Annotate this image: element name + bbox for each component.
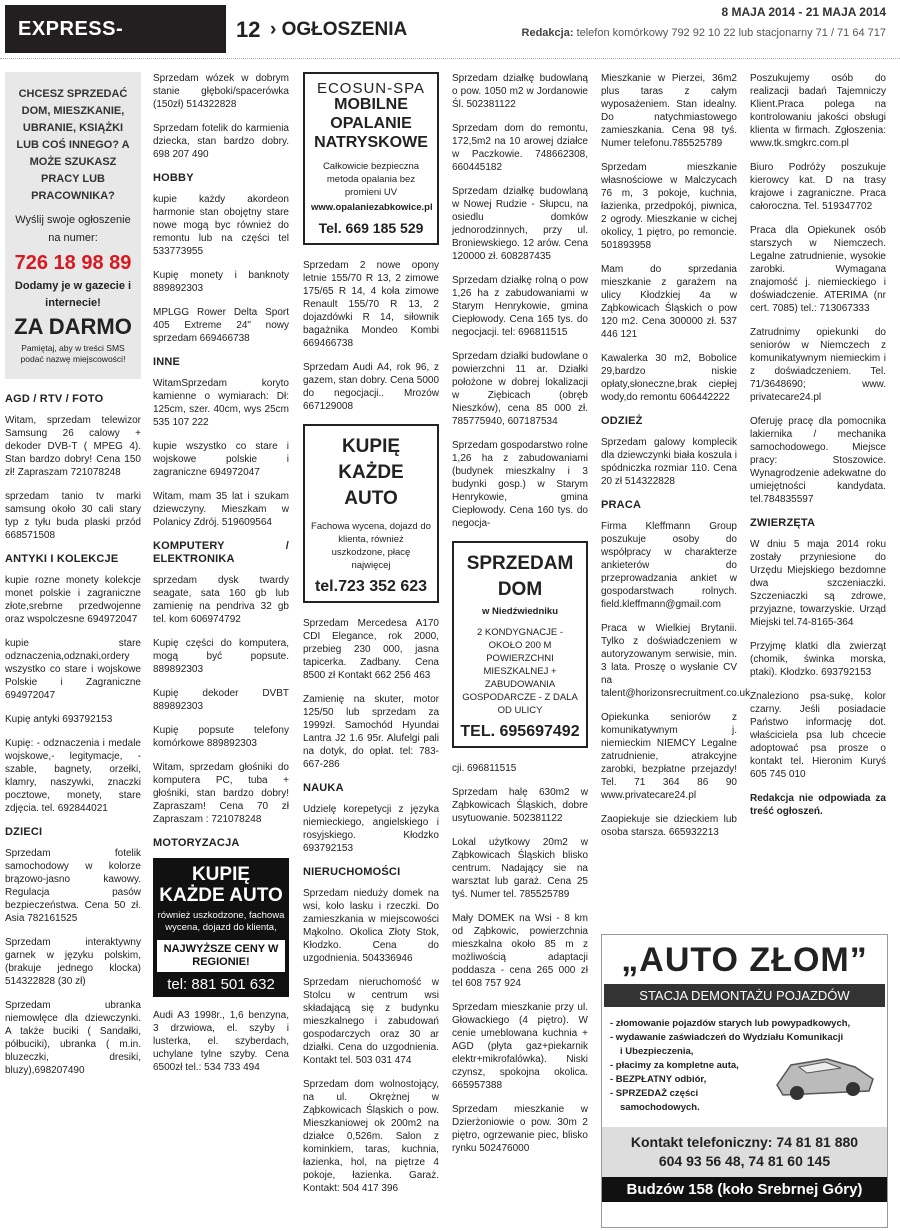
classified-ad: Opiekunka seniorów z komunikatywnym j. niemieckim NIEMCY Legalne zatrudnienie, atrakcyjne zarobki, bezpłatne przejazdy! Tel. 71 364 86 90 www.privatecare24.pl <box>601 712 737 801</box>
auto-zlom-phone-1[interactable]: Kontakt telefoniczny: 74 81 81 880 <box>630 1134 859 1150</box>
column-6 <box>750 72 886 829</box>
classified-ad: Sprzedam galowy komplecik dla dziewczynki biała koszula i spódniczka rozmiar 110. Cena 20 zł 514322828 <box>601 437 737 487</box>
classified-ad: Lokal użytkowy 20m2 w Ząbkowicach Śląskich blisko centrum. Nadający sie na warsztat lub garaż. Cena 25 tyś. Numer tel. 785525789 <box>452 837 588 900</box>
classified-ad: Sprzedam gospodarstwo rolne 1,26 ha z zabudowaniami (budynek mieszkalny i 3 budynki gosp.) w Starym Henrykowie, gmina Ciepłowody. Cena 160 tys. do negocja- <box>452 440 588 529</box>
column-2 <box>153 72 289 1085</box>
ecosun-title: MOBILNE OPALANIE NATRYSKOWE <box>314 96 428 151</box>
auto-zlom-address: Budzów 158 (koło Srebrnej Góry) <box>602 1177 887 1202</box>
classified-ad: Firma Kleffmann Group poszukuje osoby do współpracy w charakterze ankieterów do przeprowadzania ankiet w gospodarstwach rolnych. field.kleffmann@gmail.com <box>601 521 737 610</box>
classified-ad: W dniu 5 maja 2014 roku zostały przyniesione do Urzędu Miejskiego bezdomne dwa szczeniaczki. Szczeniaczki są zdrowe, przyjazne, towarzyskie. Urząd Miejski tel.74-8165-364 <box>750 539 886 628</box>
classified-ad: cji. 696811515 <box>452 763 517 774</box>
classified-ad: Kupię monety i banknoty 889892303 <box>153 270 289 294</box>
category-heading: ZWIERZĘTA <box>750 517 816 529</box>
service-item: i Ubezpieczenia, <box>620 1046 694 1057</box>
classified-ad: Kupię dekoder DVBT 889892303 <box>153 688 289 712</box>
buy-car-text: również uszkodzone, fachowa wycena, dojazd do klienta, <box>157 910 285 933</box>
sell-house-ad <box>452 541 588 748</box>
sell-house-phone[interactable]: TEL. 695697492 <box>460 723 580 740</box>
page-header <box>0 0 900 62</box>
classified-ad: Sprzedam mieszkanie przy ul. Głowackiego (4 piętro). W cenie umeblowana kuchnia + AGD (płyta gaz+piekarnik elektr+mikrofalówka). Niski czynsz, spokojna okolica. 665957388 <box>452 1002 588 1091</box>
classified-ad: Kupię antyki 693792153 <box>5 714 113 725</box>
classified-ad: Sprzedam mieszkanie własnościowe w Malczycach 76 m, 3 pokoje, kuchnia, łazienka, przedpokój, piwnica, 2 ogrody. Mieszkanie w cichej okolicy, 1 piętro, po remoncie. 501893958 <box>601 162 737 251</box>
service-item: - płacimy za kompletne auta, <box>610 1060 739 1071</box>
column-3 <box>303 72 439 1206</box>
contact-text: telefon komórkowy 792 92 10 22 lub stacjonarny 71 / 71 64 717 <box>576 27 886 39</box>
buy-any-car-title: KUPIĘ KAŻDE AUTO <box>338 436 404 509</box>
classified-ad: Oferuję pracę dla pomocnika lakiernika / mechanika samochodowego. Miejsce pracy: Stoszowice. Wynagrodzenie adekwatne do umiejętności kandydata. tel.784835597 <box>750 416 886 505</box>
classified-ad: kupie każdy akordeon harmonie stan obojętny stare nowe mogą byc również do remontu lub na części tel 533773955 <box>153 194 289 257</box>
ecosun-ad <box>303 72 439 245</box>
classified-ad: Sprzedam Audi A4, rok 96, z gazem, stan dobry. Cena 5000 do negocjacji.. Mrozów 667129008 <box>303 362 440 412</box>
classified-ad: kupie wszystko co stare i wojskowe polskie i zagraniczne 694972047 <box>153 441 289 478</box>
service-item: - SPRZEDAŻ części <box>610 1088 699 1099</box>
brand-logo[interactable]: EXPRESS- <box>5 5 226 53</box>
header-divider <box>0 58 900 59</box>
classified-ad: Mam do sprzedania mieszkanie z garażem na ulicy Kłodzkiej 4a w Ząbkowicach Śląskich o pow 120 m2. Cena 300000 zł. 537 446 121 <box>601 264 737 340</box>
page-number: 12 <box>236 17 261 42</box>
sms-promo-box <box>5 72 141 379</box>
classified-ad: Sprzedam interaktywny garnek w języku polskim,(brakuje jednego klocka) 514322828 (30 zł) <box>5 937 141 987</box>
classified-ad: Sprzedam mieszkanie w Dzierżoniowie o pow. 30m 2 piętro, ogrzewanie piec, blisko rynku 502476000 <box>452 1104 588 1154</box>
promo-add: Dodamy je w gazecie i internecie! <box>14 280 132 309</box>
column-4 <box>452 72 588 1166</box>
promo-number[interactable]: 726 18 98 89 <box>14 252 132 274</box>
service-item: samochodowych. <box>620 1102 700 1113</box>
classified-ad: Sprzedam nieruchomość w Stolcu w centrum wsi składającą się z budynku mieszkalnego i zabudowań gospodarczych oraz 30 ar działki. Cena do uzgodnienia. Kontakt tel. 503 031 474 <box>303 977 439 1066</box>
classified-ad: Sprzedam działki budowlane o powierzchni 11 ar. Działki położone w dobrej lokalizacji w Ziębicach (obręb Nieszków), cena 85 000 zł. 785775940, 607187534 <box>452 351 588 427</box>
column-5 <box>601 72 751 850</box>
promo-send: Wyślij swoje ogłoszenie na numer: <box>15 214 131 244</box>
classified-ad: sprzedam tanio tv marki samsung około 30 cali stary typ z tyłu buda plaski przód 668571508 <box>5 491 141 541</box>
wrecked-car-icon <box>769 1043 879 1103</box>
service-item: - złomowanie pojazdów starych lub powypadkowych, <box>610 1018 851 1029</box>
classified-ad: sprzedam dysk twardy seagate, sata 160 gb lub zamienię na pendriva 32 gb tel. kom 606974792 <box>153 575 289 625</box>
promo-free: ZA DARMO <box>14 314 132 339</box>
classified-ad: Znaleziono psa-sukę, kolor czarny. Jeśli posiadacie Państwo informację dot. właściciela psa lub chcecie adoptować psa prosze o kontakt tel. Hieronim Kuryś 605 745 010 <box>750 691 886 780</box>
classified-ad: Kawalerka 30 m2, Bobolice 29,bardzo niskie opłaty,słoneczne,brak ciepłej wody,do remontu 606442222 <box>601 353 737 403</box>
classified-ad: WitamSprzedam koryto kamienne o wymiarach: Dł: 125cm, szer. 40cm, wys 25cm 535 107 222 <box>153 378 289 428</box>
category-heading: ANTYKI I KOLEKCJE <box>5 553 119 565</box>
classified-ad: Sprzedam 2 nowe opony letnie 155/70 R 13, 2 zimowe 175/65 R 14, 4 koła zimowe Renault 155/70 R 13, 2 dojazdówki R 14, siłownik bagażnika Mondeo Kombi 669466738 <box>303 260 439 349</box>
contact-label: Redakcja: <box>521 27 574 39</box>
buy-car-title: KUPIĘ KAŻDE AUTO <box>159 864 283 906</box>
classified-ad: Kupię: - odznaczenia i medale wojskowe,- legitymacje, - szable, bagnety, orzełki, klamry, naszywki, znaczki pocztowe, monety, stare zdjęcia. tel. 692844021 <box>5 738 141 814</box>
auto-zlom-ad <box>601 934 888 1228</box>
buy-any-car-ad <box>303 424 439 603</box>
column-1 <box>5 72 141 1088</box>
classified-ad: Witam, sprzedam głośniki do komputera PC, tuba + głośniki, stan bardzo dobry! Zapraszam! Cena 70 zł Zapraszam : 721078248 <box>153 762 289 825</box>
promo-note: Pamiętaj, aby w treści SMS podać nazwę miejscowości! <box>20 343 126 364</box>
category-heading: PRACA <box>601 499 642 511</box>
classified-ad: kupie rozne monety kolekcje monet polskie i zagraniczne złote,srebrne przedwojenne oraz wspolczesne 694972047 <box>5 575 141 625</box>
buy-car-prices: NAJWYŻSZE CENY W REGIONIE! <box>157 940 285 972</box>
sell-house-location: w Niedźwiedniku <box>481 606 558 617</box>
classified-ad: Sprzedam ubranka niemowlęce dla dziewczynki. A także buciki ( Sandałki, półbuciki), ubranka ( m.in. bluzeczki, dresiki, bluzy),698207490 <box>5 1000 141 1076</box>
editorial-disclaimer: Redakcja nie odpowiada za treść ogłoszeń. <box>750 793 886 817</box>
service-item: - wydawanie zaświadczeń do Wydziału Komunikacji <box>610 1032 844 1043</box>
auto-zlom-subtitle: STACJA DEMONTAŻU POJAZDÓW <box>604 984 885 1007</box>
service-item: - BEZPŁATNY odbiór, <box>610 1074 707 1085</box>
buy-any-car-text: Fachowa wycena, dojazd do klienta, również uszkodzone, płacę najwięcej <box>311 521 431 571</box>
category-heading: HOBBY <box>153 172 194 184</box>
category-heading: NAUKA <box>303 782 344 794</box>
classified-ad: Sprzedam dom do remontu, 172,5m2 na 10 arowej działce w Paczkowie. 748662308, 660445182 <box>452 123 588 173</box>
classified-ad: Przyjmę klatki dla zwierząt (chomik, świnka morska, ptaki). Kłodzko. 693792153 <box>750 641 886 678</box>
classified-ad: Witam, mam 35 lat i szukam dziewczyny. Mieszkam w Polanicy Zdrój. 519609564 <box>153 491 289 528</box>
sell-house-text: 2 KONDYGNACJE - OKOŁO 200 M POWIERZCHNI MIESZKALNEJ + ZABUDOWANIA GOSPODARCZE - Z DALA OD ULICY <box>462 627 578 716</box>
category-heading: AGD / RTV / FOTO <box>5 393 104 405</box>
classified-ad: Sprzedam działkę budowlaną o pow. 1050 m2 w Jordanowie Śl. 502381122 <box>452 73 588 110</box>
ecosun-text: Całkowicie bezpieczna metoda opalania bez promieni UV <box>322 161 420 198</box>
ecosun-name: ECOSUN-SPA <box>316 80 426 97</box>
classified-ad: Sprzedam działkę budowlaną w Nowej Rudzie - Słupcu, na osiedlu domków jednorodzinnych, przy ul. Broniewskiego. 12 arów. Cena 120000 zł. 608287435 <box>452 186 588 262</box>
auto-zlom-contact <box>602 1127 887 1177</box>
sell-house-title: SPRZEDAM DOM <box>466 553 574 600</box>
category-heading: NIERUCHOMOŚCI <box>303 866 401 878</box>
classified-ad: Sprzedam fotelik do karmienia dziecka, stan bardzo dobry. 698 207 490 <box>153 123 289 160</box>
category-heading: KOMPUTERY / ELEKTRONIKA <box>153 540 289 565</box>
classified-ad: Kupię popsute telefony komórkowe 889892303 <box>153 725 289 749</box>
classified-ad: Mieszkanie w Pierzei, 36m2 plus taras z całym wyposażeniem. Stan idealny. Do natychmiastowego zamieszkania. Cena 98 tyś. Numer telefonu.785525789 <box>601 73 737 149</box>
issue-date: 8 MAJA 2014 - 21 MAJA 2014 <box>721 5 886 19</box>
classified-ad: Udzielę korepetycji z języka niemieckiego, angielskiego i rosyjskiego. Kłodzko 693792153 <box>303 804 439 854</box>
buy-car-ad <box>153 858 289 997</box>
classified-ad: Sprzedam fotelik samochodowy w kolorze brązowo-jasno kawowy. Regulacja pasów bezpieczeństwa. Cena 50 zł. Asia 782161525 <box>5 848 141 924</box>
classified-ad: Praca w Wielkiej Brytanii. Tylko z doświadczeniem w autoryzowanym serwisie, min. 3 lata. Proszę o wysłanie CV na talent@horizonsrecruitment.co.uk <box>601 623 751 699</box>
category-heading: INNE <box>153 356 181 368</box>
classified-ad: Sprzedam halę 630m2 w Ząbkowicach Śląskich, dobre usytuowanie. 502381122 <box>452 787 588 824</box>
classified-ad: Sprzedam działkę rolną o pow 1,26 ha z zabudowaniami w Starym Henrykowie, gmina Ciepłowody. Cena 165 tys. do negocjacji. tel: 696811515 <box>452 275 588 338</box>
ecosun-url[interactable]: www.opalaniezabkowice.pl <box>311 202 433 213</box>
auto-zlom-phone-2[interactable]: 604 93 56 48, 74 81 60 145 <box>658 1153 831 1169</box>
classified-ad: kupie stare odznaczenia,odznaki,ordery wszystko co stare i wojskowe Polskie i Zagraniczne 694972047 <box>5 638 141 701</box>
buy-car-phone[interactable]: tel: 881 501 632 <box>167 976 275 993</box>
classified-ad: MPLGG Rower Delta Sport 405 Extreme 24" nowy sprzedam 669466738 <box>153 307 289 344</box>
classified-ad: Zamienię na skuter, motor 125/50 lub sprzedam za 1999zł. Samochód Hyundai Lantra J2 1.6 95r. Alufelgi pali na dotyk, do opłat. tel: 783-667-286 <box>303 694 439 770</box>
classified-ad: Poszukujemy osób do realizacji badań Tajemniczy Klient.Praca polega na kontrolowaniu jakości obsługi klienta w firmach. Zgłoszenia: www.tk.smgkrc.com.pl <box>750 73 886 149</box>
editorial-contact <box>522 27 886 39</box>
classified-ad: Biuro Podróży poszukuje kierowcy kat. D na trasy krajowe i zagraniczne. Praca całoroczna. Tel. 519347702 <box>750 162 886 212</box>
category-heading: ODZIEŻ <box>601 415 643 427</box>
classified-ad: Audi A3 1998r., 1,6 benzyna, 3 drzwiowa, el. szyby i lusterka, el. szyberdach, uchylane tylne szyby. Cena 6500zł tel.: 534 733 494 <box>153 1010 289 1073</box>
classified-ad: Kupię części do komputera, mogą być popsute. 889892303 <box>153 638 289 675</box>
classified-ad: Sprzedam Mercedesa A170 CDI Elegance, rok 2000, przebieg 230 000, jasna tapicerka. Zadbany. Cena 8500 zł Kontakt 662 256 463 <box>303 618 439 681</box>
section-title: › OGŁOSZENIA <box>270 19 408 40</box>
classified-ad: Praca dla Opiekunek osób starszych w Niemczech. Legalne zatrudnienie, wysokie zarobki. Wymagana znajomość j. niemieckiego i doświadczenie. ATERIMA (nr cert. 7085) tel.: 713067333 <box>750 225 886 314</box>
category-heading: DZIECI <box>5 826 43 838</box>
auto-zlom-title: „AUTO ZŁOM” <box>621 941 868 979</box>
buy-any-car-phone[interactable]: tel.723 352 623 <box>314 578 428 595</box>
promo-question: CHCESZ SPRZEDAĆ DOM, MIESZKANIE, UBRANIE, KSIĄŻKI LUB COŚ INNEGO? A MOŻE SZUKASZ PRACY LUB PRACOWNIKA? <box>16 88 130 202</box>
classified-ad: Zaopiekuje sie dzieckiem lub osoba starsza. 665932213 <box>601 814 737 838</box>
classified-ad: Witam, sprzedam telewizor Samsung 26 calowy + dekoder DVB-T ( MPEG 4). Stan bardzo dobry! Cena 150 zł! Zapraszam 721078248 <box>5 415 141 478</box>
classified-ad: Sprzedam dom wolnostojący, na ul. Okrężnej w Ząbkowicach Śląskich o pow. Mieszkaniowej ok 200m2 na działce 0,526m. Salon z kominkiem, taras, kuchnia, łazienka, hol, na piętrze 4 pokoje, łazienka. Garaż. Kontakt: 504 417 396 <box>303 1079 439 1194</box>
ecosun-phone[interactable]: Tel. 669 185 529 <box>318 220 424 236</box>
category-heading: MOTORYZACJA <box>153 837 240 849</box>
classified-ad: Mały DOMEK na Wsi - 8 km od Ząbkowic, powierzchnia mieszkalna około 85 m z możliwością adaptacji poddasza - cena 265 000 zł tel 608 757 924 <box>452 913 588 989</box>
classified-ad: Sprzedam wózek w dobrym stanie głęboki/spacerówka (150zł) 514322828 <box>153 73 289 110</box>
classified-ad: Sprzedam nieduży domek na wsi, koło lasku i rzeczki. Do zamieszkania w miejscowości Mąkolno. Okolica Złoty Stok, Kłodzko. Cena do uzgodnienia. 504336946 <box>303 888 439 964</box>
classified-ad: Zatrudnimy opiekunki do seniorów w Niemczech z komunikatywnym niemieckim i z doświadczeniem. Tel. 71/3648690; www. privatecare24.pl <box>750 327 886 403</box>
